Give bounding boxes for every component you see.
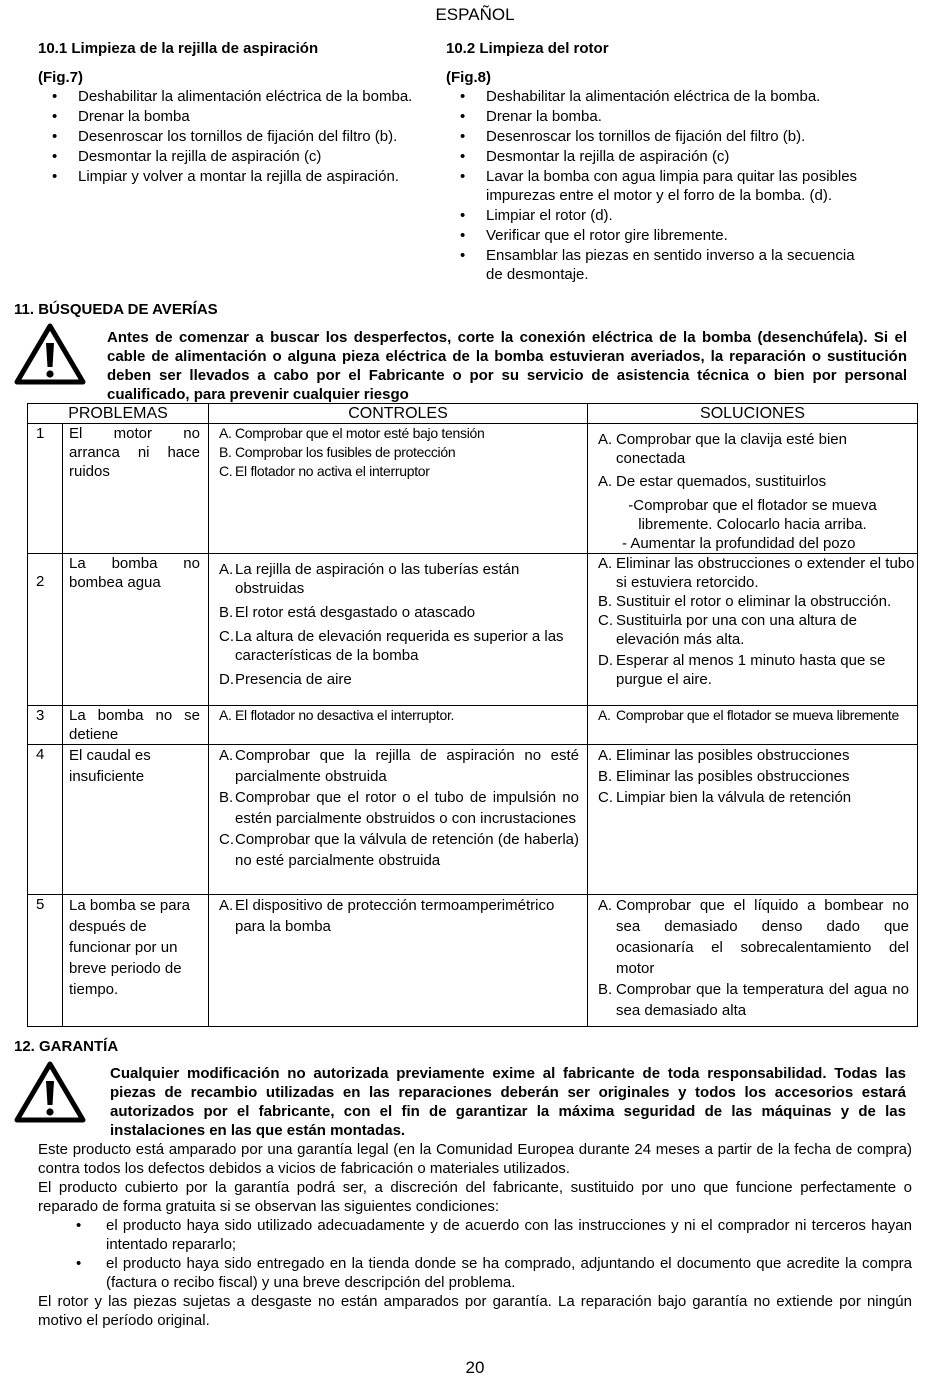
section-10-1-title: 10.1 Limpieza de la rejilla de aspiración	[38, 40, 319, 57]
table-row	[28, 895, 918, 1027]
problem-cell: La bomba no bombea agua	[63, 554, 209, 706]
guarantee-paragraph: Este producto está amparado por una garantía legal (en la Comunidad Europea durante 24 meses a partir de la fecha de compra) contra todos los defectos debidos a vicios de fabricación o materiales utilizados.	[38, 1141, 912, 1177]
list-item: • Desenroscar los tornillos de fijación del filtro (b).	[38, 127, 430, 146]
section-12-title: 12. GARANTÍA	[14, 1038, 119, 1055]
table-row	[28, 706, 918, 745]
row-number: 1	[28, 424, 63, 554]
list-item: A. El flotador no desactiva el interruptor.	[219, 707, 455, 723]
list-item: A. El dispositivo de protección termoamperimétrico para la bomba	[219, 897, 555, 935]
list-item: A. Eliminar las posibles obstrucciones	[598, 747, 850, 764]
guarantee-conditions-list	[38, 1216, 912, 1292]
controls-cell	[209, 424, 588, 554]
list-item: C. La altura de elevación requerida es superior a las características de la bomba	[219, 628, 564, 664]
list-item: • el producto haya sido entregado en la tienda donde se ha comprado, adjuntando el documento que acredite la compra (factura o recibo fiscal) y una breve descripción del problema.	[38, 1254, 912, 1292]
list-item: A. La rejilla de aspiración o las tuberías están obstruidas	[219, 561, 520, 597]
section-10-2-list	[446, 87, 866, 284]
problem-cell: El caudal es insuficiente	[63, 745, 209, 895]
solutions-cell	[588, 745, 918, 895]
guarantee-paragraph: El rotor y las piezas sujetas a desgaste no están amparados por garantía. La reparación bajo garantía no extiende por ningún motivo el período original.	[38, 1293, 912, 1329]
list-item: A. De estar quemados, sustituirlos	[598, 473, 827, 490]
list-item: • Desmontar la rejilla de aspiración (c)	[38, 147, 430, 166]
list-item: • Verificar que el rotor gire libremente.	[446, 226, 866, 245]
list-item: B. Comprobar que el rotor o el tubo de impulsión no estén parcialmente obstruidos o con incrustaciones	[219, 789, 579, 827]
fig8-label: (Fig.8)	[446, 69, 491, 86]
list-item: B. Sustituir el rotor o eliminar la obstrucción.	[598, 593, 892, 610]
list-item: • Lavar la bomba con agua limpia para quitar las posibles impurezas entre el motor y el forro de la bomba. (d).	[446, 167, 866, 205]
table-row	[28, 554, 918, 706]
list-item: • Drenar la bomba.	[446, 107, 866, 126]
section-11-title: 11. BÚSQUEDA DE AVERÍAS	[14, 301, 218, 318]
col-header-problems: PROBLEMAS	[28, 404, 209, 424]
controls-cell	[209, 745, 588, 895]
list-item: A. Comprobar que el motor esté bajo tensión	[219, 425, 485, 441]
problem-cell: El motor no arranca ni hace ruidos	[63, 424, 209, 554]
list-item: • Desenroscar los tornillos de fijación del filtro (b).	[446, 127, 866, 146]
list-item: A. Comprobar que la rejilla de aspiración no esté parcialmente obstruida	[219, 747, 579, 785]
list-item: B. El rotor está desgastado o atascado	[219, 604, 476, 621]
troubleshooting-table	[27, 403, 918, 1027]
page-number: 20	[465, 1358, 485, 1377]
list-item: C. El flotador no activa el interruptor	[219, 463, 430, 479]
list-item: A. Comprobar que el flotador se mueva libremente	[598, 707, 899, 723]
list-item: • Ensamblar las piezas en sentido inverso a la secuencia de desmontaje.	[446, 246, 866, 284]
list-item: • Limpiar y volver a montar la rejilla de aspiración.	[38, 167, 430, 186]
list-item: C. Comprobar que la válvula de retención (de haberla) no esté parcialmente obstruida	[219, 831, 579, 869]
solutions-cell	[588, 895, 918, 1027]
problem-cell: La bomba se para después de funcionar por un breve periodo de tiempo.	[63, 895, 209, 1027]
list-item: • Deshabilitar la alimentación eléctrica de la bomba.	[446, 87, 866, 106]
warning-triangle-icon	[14, 1061, 86, 1123]
list-item: • Limpiar el rotor (d).	[446, 206, 866, 225]
controls-cell	[209, 895, 588, 1027]
solutions-cell	[588, 554, 918, 706]
solution-note: -Comprobar que el flotador se mueva libremente. Colocarlo hacia arriba.	[628, 497, 877, 533]
row-number: 3	[28, 706, 63, 745]
table-row	[28, 745, 918, 895]
list-item: D. Presencia de aire	[219, 671, 352, 688]
guarantee-paragraph: El producto cubierto por la garantía podrá ser, a discreción del fabricante, sustituido por uno que funcione perfectamente o reparado de forma gratuita si se observan las siguientes condiciones:	[38, 1179, 912, 1215]
list-item: A. Eliminar las obstrucciones o extender el tubo si estuviera retorcido.	[598, 555, 915, 591]
list-item: • Deshabilitar la alimentación eléctrica de la bomba.	[38, 87, 430, 106]
list-item: C. Sustituirla por una con una altura de elevación más alta.	[598, 612, 857, 648]
list-item: A. Comprobar que la clavija esté bien conectada	[598, 431, 847, 467]
list-item: D. Esperar al menos 1 minuto hasta que se purgue el aire.	[598, 652, 886, 688]
list-item: B. Comprobar que la temperatura del agua no sea demasiado alta	[598, 981, 909, 1019]
problem-cell: La bomba no se detiene	[63, 706, 209, 745]
guarantee-body	[38, 1140, 912, 1330]
col-header-solutions: SOLUCIONES	[588, 404, 918, 424]
fig7-label: (Fig.7)	[38, 69, 83, 86]
controls-cell	[209, 554, 588, 706]
list-item: A. Comprobar que el líquido a bombear no sea demasiado denso dado que ocasionaría el sobrecalentamiento del motor	[598, 897, 909, 977]
row-number: 4	[28, 745, 63, 895]
section-10-2-title: 10.2 Limpieza del rotor	[446, 40, 609, 57]
language-header: ESPAÑOL	[435, 5, 515, 24]
row-number: 5	[28, 895, 63, 1027]
list-item: B. Eliminar las posibles obstrucciones	[598, 768, 850, 785]
row-number: 2	[28, 554, 63, 706]
section-12-warning: Cualquier modificación no autorizada previamente exime al fabricante de toda responsabilidad. Todas las piezas de recambio utilizadas en las reparaciones deberán ser originales y todos los accesorios estará autorizados por el fabricante, con el fin de garantizar la máxima seguridad de las máquinas y de las instalaciones en las que están montadas.	[110, 1065, 906, 1139]
section-11-warning: Antes de comenzar a buscar los desperfectos, corte la conexión eléctrica de la bomba (desenchúfela). Si el cable de alimentación o alguna pieza eléctrica de la bomba estuvieran averiados, la reparación o sustitución deben ser llevados a cabo por el Fabricante o por su servicio de asistencia técnica o bien por personal cualificado, para prevenir cualquier riesgo	[107, 329, 907, 403]
solutions-cell	[588, 706, 918, 745]
list-item: B. Comprobar los fusibles de protección	[219, 444, 456, 460]
list-item: • Desmontar la rejilla de aspiración (c)	[446, 147, 866, 166]
solution-note: - Aumentar la profundidad del pozo	[622, 535, 856, 552]
list-item: • el producto haya sido utilizado adecuadamente y de acuerdo con las instrucciones y ni el comprador ni terceros hayan intentado repararlo;	[38, 1216, 912, 1254]
col-header-controls: CONTROLES	[209, 404, 588, 424]
solutions-cell	[588, 424, 918, 554]
table-row	[28, 424, 918, 554]
controls-cell	[209, 706, 588, 745]
warning-triangle-icon	[14, 323, 86, 385]
section-10-1-list	[38, 87, 430, 186]
list-item: • Drenar la bomba	[38, 107, 430, 126]
list-item: C. Limpiar bien la válvula de retención	[598, 789, 852, 806]
